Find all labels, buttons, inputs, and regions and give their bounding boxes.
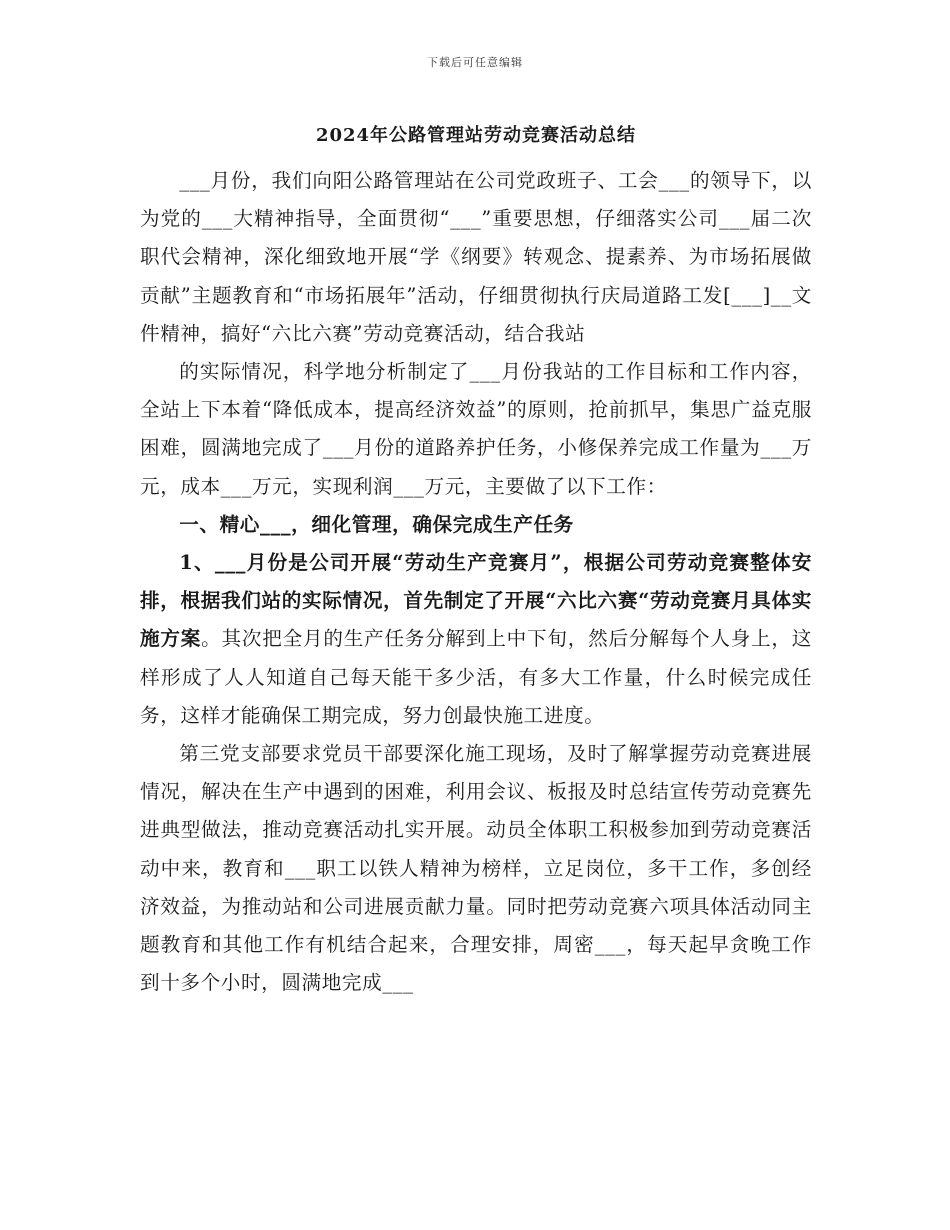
section-heading-1: 一、精心___，细化管理，确保完成生产任务 — [179, 512, 574, 536]
paragraph-3-bold-lead: 1、___月份是公司开展“劳动生产竞赛月”，根据公司劳动竞赛整体安排，根据我们站的实际情况，首先制定了开展“六比六赛“劳动竞赛月具体实施方案 — [140, 551, 812, 651]
document-body — [140, 122, 812, 1002]
paragraph-4: 第三党支部要求党员干部要深化施工现场，及时了解掌握劳动竞赛进展情况，解决在生产中遇到的困难，利用会议、板报及时总结宣传劳动竞赛先进典型做法，推动竞赛活动扎实开展。动员全体职工积极参加到劳动竞赛活动中来，教育和___职工以铁人精神为榜样，立足岗位，多干工作，多创经济效益，为推动站和公司进展贡献力量。同时把劳动竞赛六项具体活动同主题教育和其他工作有机结合起来，合理安排，周密___，每天起早贪晚工作到十多个小时，圆满地完成___ — [140, 742, 812, 995]
paragraph-1: ___月份，我们向阳公路管理站在公司党政班子、工会___的领导下，以为党的___大精神指导，全面贯彻“___”重要思想，仔细落实公司___届二次职代会精神，深化细致地开展“学《纲要》转观念、提素养、为市场拓展做贡献”主题教育和“市场拓展年”活动，仔细贯彻执行庆局道路工发[___]__文件精神，搞好“六比六赛”劳动竞赛活动，结合我站 — [140, 169, 812, 345]
paragraph-2: 的实际情况，科学地分析制定了___月份我站的工作目标和工作内容，全站上下本着“降低成本，提高经济效益”的原则，抢前抓早，集思广益克服困难，圆满地完成了___月份的道路养护任务，小修保养完成工作量为___万元，成本___万元，实现利润___万元，主要做了以下工作： — [140, 360, 812, 498]
paragraph-3 — [140, 544, 812, 735]
document-title: 2024年公路管理站劳动竞赛活动总结 — [315, 125, 637, 146]
paragraph-3-rest: 。其次把全月的生产任务分解到上中下旬，然后分解每个人身上，这样形成了人人知道自己每天能干多少活，有多大工作量，什么时候完成任务，这样才能确保工期完成，努力创最快施工进度。 — [140, 627, 812, 727]
page-header-note: 下载后可任意编辑 — [427, 56, 523, 69]
